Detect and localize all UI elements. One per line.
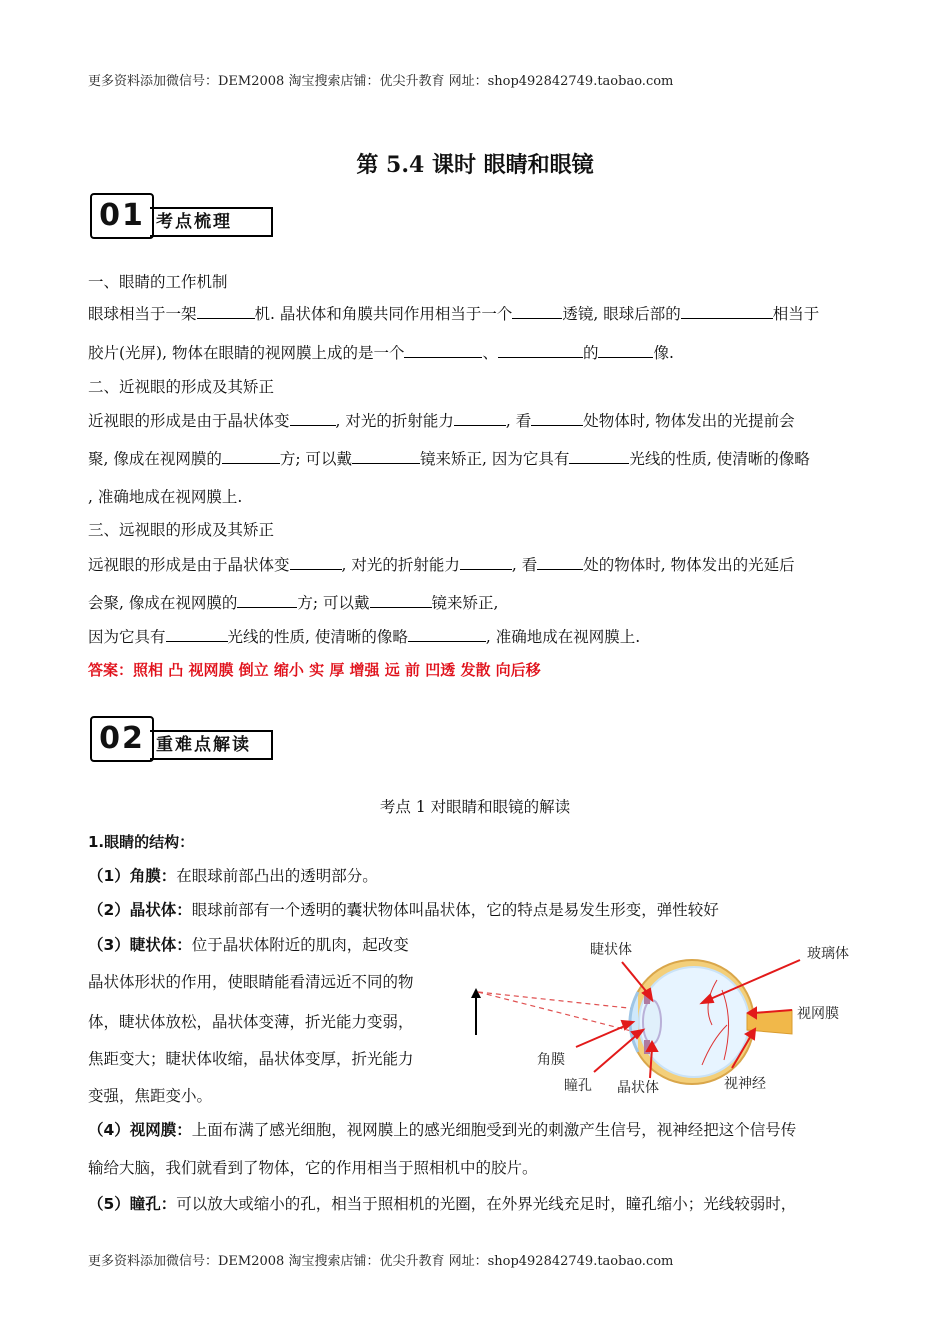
- list-item-cont: 焦距变大；睫状体收缩，晶状体变厚，折光能力: [88, 1050, 414, 1068]
- page-title: 第 5.4 课时 眼睛和眼镜: [356, 152, 594, 178]
- object-arrow-icon: [471, 988, 481, 1035]
- paragraph-line: 远视眼的形成是由于晶状体变 , 对光的折射能力 , 看 处的物体时, 物体发出的光延后: [88, 556, 795, 574]
- section-label: 重难点解读: [150, 730, 273, 760]
- paragraph-line: 近视眼的形成是由于晶状体变 , 对光的折射能力 , 看 处物体时, 物体发出的光提前会: [88, 412, 795, 430]
- heading-eye-mechanism: 一、眼睛的工作机制: [88, 273, 228, 291]
- label-ciliary: 睫状体: [590, 942, 632, 958]
- page-header: 更多资料添加微信号：DEM2008 淘宝搜索店铺：优尖升教育 网址：shop492842749.taobao.com: [88, 74, 674, 89]
- eye-diagram: [462, 930, 862, 1100]
- paragraph-line: 会聚, 像成在视网膜的 方; 可以戴 镜来矫正,: [88, 594, 499, 612]
- section-number: 02: [90, 716, 154, 762]
- label-vitreous: 玻璃体: [807, 946, 849, 962]
- label-lens: 晶状体: [617, 1080, 659, 1096]
- list-item: （1）角膜：在眼球前部凸出的透明部分。: [88, 867, 378, 885]
- label-optic-nerve: 视神经: [724, 1076, 766, 1092]
- list-item: （3）睫状体：位于晶状体附近的肌肉，起改变: [88, 936, 409, 954]
- answer-line: 答案：照相 凸 视网膜 倒立 缩小 实 厚 增强 远 前 凹透 发散 向后移: [88, 661, 541, 679]
- list-item-cont: 晶状体形状的作用，使眼睛能看清远近不同的物: [88, 973, 414, 991]
- heading-eye-structure: 1.眼睛的结构：: [88, 833, 195, 851]
- paragraph-line: 聚, 像成在视网膜的 方; 可以戴 镜来矫正, 因为它具有 光线的性质, 使清晰的像略: [88, 450, 810, 468]
- page-footer: 更多资料添加微信号：DEM2008 淘宝搜索店铺：优尖升教育 网址：shop492842749.taobao.com: [88, 1254, 674, 1269]
- list-item: （2）晶状体：眼球前部有一个透明的囊状物体叫晶状体，它的特点是易发生形变，弹性较好: [88, 901, 719, 919]
- paragraph-line: 因为它具有 光线的性质, 使清晰的像略 , 准确地成在视网膜上.: [88, 628, 641, 646]
- list-item: （5）瞳孔：可以放大或缩小的孔，相当于照相机的光圈，在外界光线充足时，瞳孔缩小；光线较弱时，: [88, 1195, 797, 1213]
- section-label: 考点梳理: [150, 207, 273, 237]
- heading-hyperopia: 三、远视眼的形成及其矫正: [88, 521, 275, 539]
- heading-myopia: 二、近视眼的形成及其矫正: [88, 378, 275, 396]
- list-item: （4）视网膜：上面布满了感光细胞，视网膜上的感光细胞受到光的刺激产生信号，视神经把这个信号传: [88, 1121, 797, 1139]
- paragraph-line: 眼球相当于一架 机. 晶状体和角膜共同作用相当于一个 透镜, 眼球后部的 相当于: [88, 305, 820, 323]
- section-number: 01: [90, 193, 154, 239]
- label-pupil: 瞳孔: [564, 1078, 592, 1094]
- label-cornea: 角膜: [537, 1052, 565, 1068]
- label-retina: 视网膜: [797, 1006, 839, 1022]
- eyeball: [630, 960, 792, 1084]
- subtitle: 考点 1 对眼睛和眼镜的解读: [379, 798, 571, 816]
- list-item-cont: 输给大脑，我们就看到了物体，它的作用相当于照相机中的胶片。: [88, 1159, 538, 1177]
- list-item-cont: 变强，焦距变小。: [88, 1087, 213, 1105]
- paragraph-line: , 准确地成在视网膜上.: [88, 488, 243, 506]
- list-item-cont: 体，睫状体放松，晶状体变薄，折光能力变弱，: [88, 1013, 414, 1031]
- paragraph-line: 胶片(光屏), 物体在眼睛的视网膜上成的是一个 、 的 像.: [88, 344, 674, 362]
